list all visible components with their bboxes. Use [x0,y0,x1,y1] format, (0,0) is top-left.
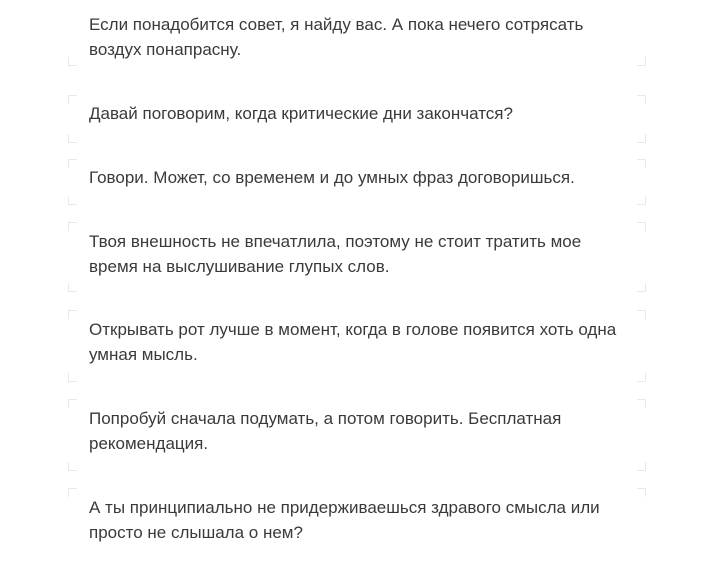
phrase-card [68,222,646,292]
phrase-text: Давай поговорим, когда критические дни закончатся? [89,104,513,123]
card-corner [637,57,646,66]
phrase-text: Говори. Может, со временем и до умных фраз договоришься. [89,168,575,187]
card-corner [637,399,646,408]
card-corner [68,57,77,66]
phrase-card [68,95,646,143]
phrase-text: Твоя внешность не впечатлила, поэтому не стоит тратить мое время на выслушивание глупых слов. [89,232,582,276]
phrase-text: А ты принципиально не придерживаешься здравого смысла или просто не слышала о нем? [89,498,600,542]
card-corner [68,310,77,319]
card-corner [68,95,77,104]
phrase-text: Попробуй сначала подумать, а потом говорить. Бесплатная рекомендация. [89,409,562,453]
card-corner [637,196,646,205]
phrase-card [68,310,646,382]
card-corner [637,373,646,382]
card-corner [68,159,77,168]
card-corner [68,488,77,497]
card-corner [637,95,646,104]
phrase-card [68,399,646,471]
card-corner [68,399,77,408]
card-corner [637,488,646,497]
card-corner [68,134,77,143]
card-corner [637,310,646,319]
phrase-text: Если понадобится совет, я найду вас. А пока нечего сотрясать воздух понапрасну. [89,15,584,59]
card-corner [637,222,646,231]
card-corner [68,283,77,292]
card-corner [637,283,646,292]
card-corner [68,196,77,205]
card-corner [68,462,77,471]
card-corner [68,222,77,231]
phrase-card [68,488,646,568]
card-corner [637,159,646,168]
phrase-text: Открывать рот лучше в момент, когда в голове появится хоть одна умная мысль. [89,320,617,364]
phrase-card [68,159,646,205]
card-corner [68,373,77,382]
card-corner [637,462,646,471]
phrase-card [68,0,646,66]
card-corner [637,134,646,143]
